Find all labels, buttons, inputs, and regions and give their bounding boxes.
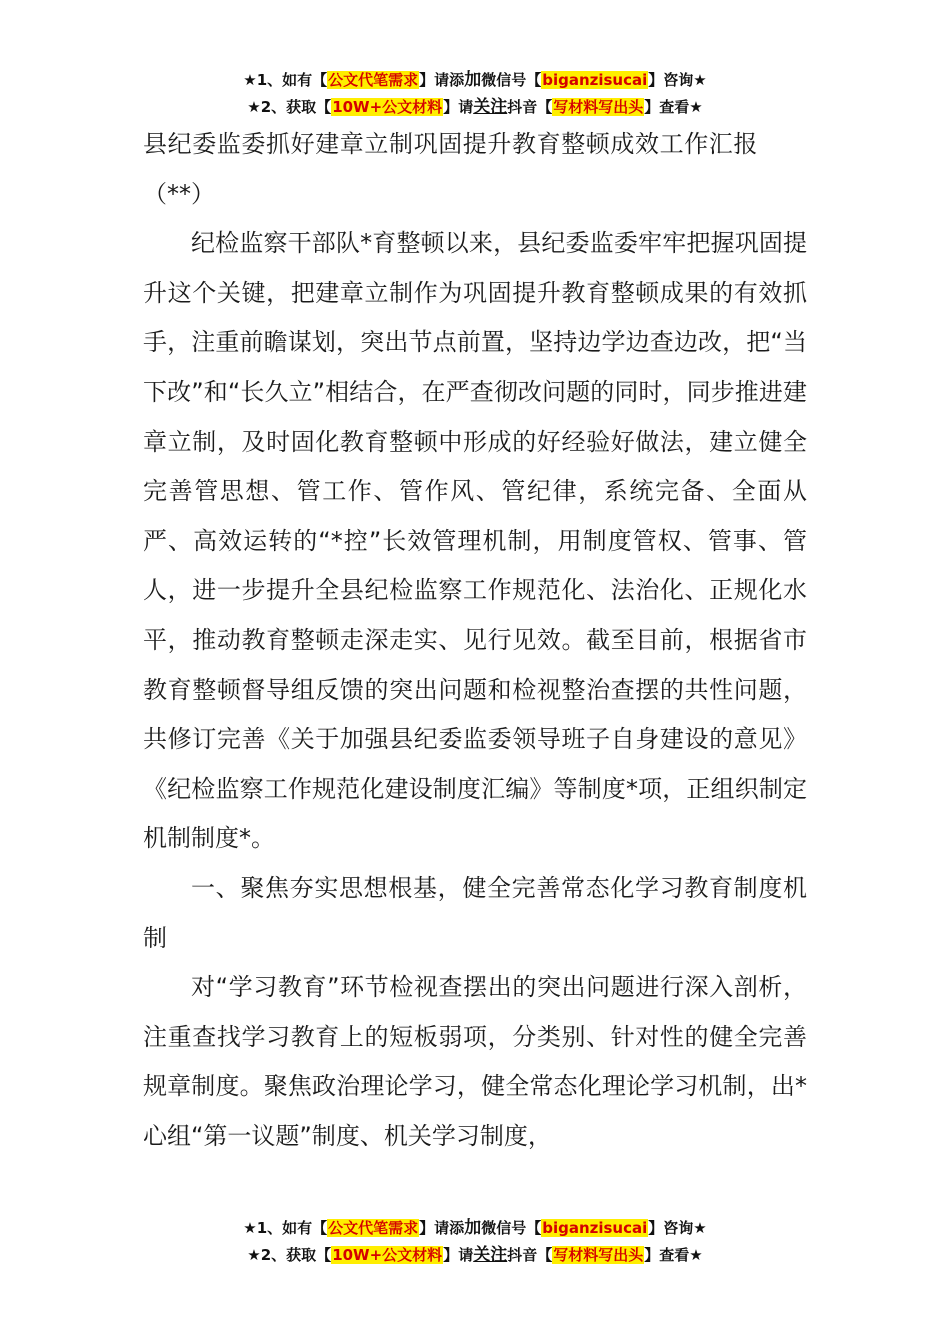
promo-line-2-underline: 关注 bbox=[473, 1245, 508, 1265]
promo-line-2-mid2: 抖音【 bbox=[507, 1246, 553, 1264]
promo-highlight-materials: 10W+公文材料 bbox=[332, 98, 443, 116]
promo-line-1-prefix: ★1、如有【 bbox=[243, 1219, 328, 1237]
promo-line-2-underline: 关注 bbox=[473, 97, 508, 117]
promo-line-2 bbox=[0, 1242, 950, 1269]
promo-line-2-suffix: 】查看★ bbox=[644, 98, 703, 116]
promo-line-1 bbox=[0, 1215, 950, 1242]
promo-line-1-suffix: 】咨询★ bbox=[648, 71, 707, 89]
promo-line-1-mid2: 微信号【 bbox=[481, 71, 542, 89]
promo-line-2-prefix: ★2、获取【 bbox=[247, 1246, 332, 1264]
promo-highlight-service: 公文代笔需求 bbox=[328, 71, 419, 89]
promo-line-2-suffix: 】查看★ bbox=[644, 1246, 703, 1264]
promo-line-1-mid: 】请添 bbox=[419, 1219, 465, 1237]
promo-banner-bottom bbox=[0, 1215, 950, 1269]
promo-line-2-mid: 】请 bbox=[443, 98, 474, 116]
promo-line-2-prefix: ★2、获取【 bbox=[247, 98, 332, 116]
promo-line-2-mid2: 抖音【 bbox=[507, 98, 553, 116]
promo-line-1-mid: 】请添 bbox=[419, 71, 465, 89]
promo-line-1-suffix: 】咨询★ bbox=[648, 1219, 707, 1237]
promo-line-2-mid: 】请 bbox=[443, 1246, 474, 1264]
promo-highlight-douyin-id: 写材料写出头 bbox=[553, 98, 644, 116]
document-subtitle: （**） bbox=[143, 179, 215, 208]
document-body bbox=[143, 120, 807, 1161]
promo-line-2 bbox=[0, 94, 950, 121]
promo-line-1 bbox=[0, 67, 950, 94]
promo-highlight-materials: 10W+公文材料 bbox=[332, 1246, 443, 1264]
promo-banner-top bbox=[0, 67, 950, 121]
promo-line-1-emph: 加 bbox=[464, 70, 482, 90]
promo-line-1-emph: 加 bbox=[464, 1218, 482, 1238]
promo-highlight-service: 公文代笔需求 bbox=[328, 1219, 419, 1237]
promo-line-1-prefix: ★1、如有【 bbox=[243, 71, 328, 89]
promo-highlight-douyin-id: 写材料写出头 bbox=[553, 1246, 644, 1264]
promo-highlight-wechat-id: biganzisucai bbox=[542, 1219, 648, 1237]
section-1-heading: 一、聚焦夯实思想根基，健全完善常态化学习教育制度机制 bbox=[143, 873, 807, 952]
promo-line-1-mid2: 微信号【 bbox=[481, 1219, 542, 1237]
intro-paragraph: 纪检监察干部队*育整顿以来，县纪委监委牢牢把握巩固提升这个关键，把建章立制作为巩固提升教育整顿成果的有效抓手，注重前瞻谋划，突出节点前置，坚持边学边查边改，把“当下改”和“长久立”相结合，在严查彻改问题的同时，同步推进建章立制，及时固化教育整顿中形成的好经验好做法，建立健全完善管思想、管工作、管作风、管纪律，系统完备、全面从严、高效运转的“*控”长效管理机制，用制度管权、管事、管人，进一步提升全县纪检监察工作规范化、法治化、正规化水平，推动教育整顿走深走实、见行见效。截至目前，根据省市教育整顿督导组反馈的突出问题和检视整治查摆的共性问题，共修订完善《关于加强县纪委监委领导班子自身建设的意见》《纪检监察工作规范化建设制度汇编》等制度*项，正组织制定机制制度*。 bbox=[143, 229, 807, 853]
section-1-paragraph: 对“学习教育”环节检视查摆出的突出问题进行深入剖析，注重查找学习教育上的短板弱项，分类别、针对性的健全完善规章制度。聚焦政治理论学习，健全常态化理论学习机制，出*心组“第一议题”制度、机关学习制度， bbox=[143, 973, 807, 1150]
promo-highlight-wechat-id: biganzisucai bbox=[542, 71, 648, 89]
document-title: 县纪委监委抓好建章立制巩固提升教育整顿成效工作汇报 bbox=[143, 130, 758, 158]
